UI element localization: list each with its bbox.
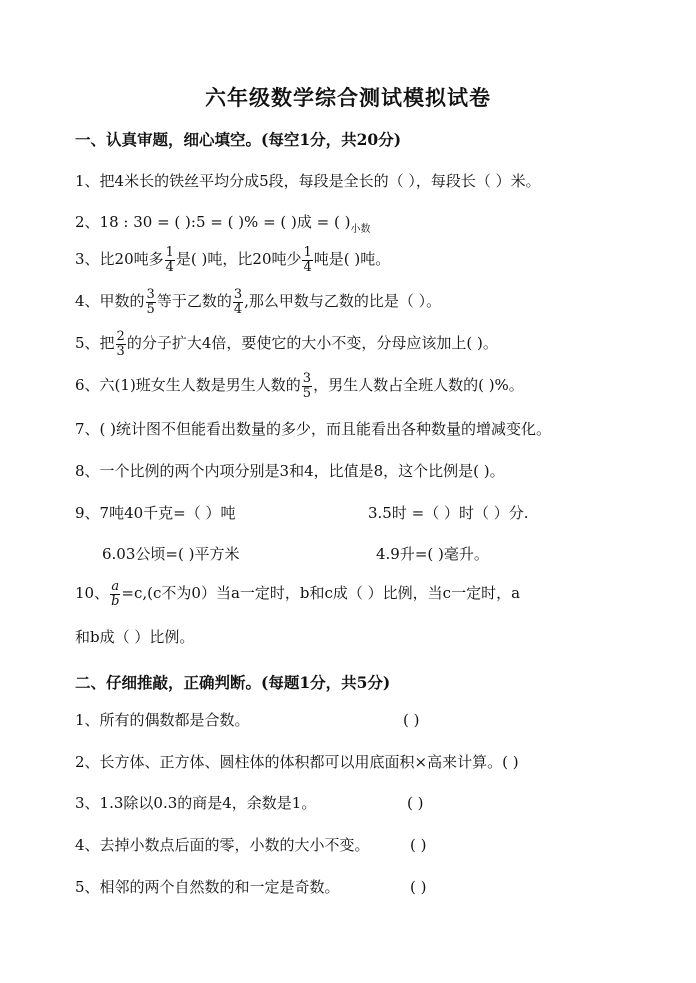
- q5-text-2: 的分子扩大4倍，要使它的大小不变，分母应该加上( )。: [126, 334, 498, 353]
- fraction-denominator: b: [111, 593, 120, 609]
- question-1-2-text: 2、18 : 30 = ( ):5 = ( )% = ( )成 = ( ): [75, 213, 351, 231]
- answer-paren-2-1: ( ): [403, 711, 420, 729]
- page-title: 六年级数学综合测试模拟试卷: [205, 85, 491, 110]
- fraction: [116, 330, 126, 358]
- fraction-numerator: a: [111, 579, 120, 594]
- question-1-8: 8、一个比例的两个内项分别是3和4，比值是8，这个比例是( )。: [75, 462, 505, 480]
- fraction: [165, 246, 175, 274]
- fraction: [233, 288, 243, 316]
- fraction-numerator: 3: [146, 287, 155, 302]
- fraction: [146, 288, 156, 316]
- fraction-numerator: 3: [302, 371, 312, 386]
- question-1-10-continued: 和b成（ ）比例。: [75, 628, 195, 646]
- fraction: [302, 246, 312, 274]
- question-1-4: [75, 288, 441, 316]
- question-1-9d: 4.9升=( )毫升。: [376, 545, 489, 563]
- question-1-7: 7、( )统计图不但能看出数量的多少，而且能看出各种数量的增减变化。: [75, 420, 552, 438]
- q4-text-2: 等于乙数的: [156, 292, 232, 311]
- q4-text-3: ,那么甲数与乙数的比是（ ）。: [244, 292, 442, 311]
- question-2-2: 2、长方体、正方体、圆柱体的体积都可以用底面积×高来计算。( ): [75, 753, 519, 771]
- question-1-2-subscript: 小数: [350, 224, 371, 235]
- q3-text-1: 3、比20吨多: [75, 250, 164, 269]
- fraction-denominator: 3: [116, 343, 125, 359]
- question-2-4: 4、去掉小数点后面的零，小数的大小不变。: [75, 836, 370, 854]
- answer-paren-2-3: ( ): [407, 794, 424, 812]
- q4-text-1: 4、甲数的: [75, 292, 145, 311]
- question-1-9a: 9、7吨40千克=（ ）吨: [75, 504, 236, 522]
- question-1-9b: 3.5时 =（ ）时（ ）分.: [368, 504, 529, 522]
- question-2-1: 1、所有的偶数都是合数。: [75, 711, 250, 729]
- fraction: [110, 580, 120, 608]
- question-1-2: [75, 215, 370, 235]
- fraction-numerator: 1: [165, 245, 174, 260]
- fraction: [302, 372, 312, 400]
- answer-paren-2-5: ( ): [410, 878, 427, 896]
- q10-text-1: 10、: [75, 584, 110, 603]
- fraction-denominator: 5: [302, 385, 312, 401]
- q10-text-2: =c,(c不为0）当a一定时，b和c成（ ）比例，当c一定时，a: [121, 584, 521, 603]
- q5-text-1: 5、把: [75, 334, 115, 353]
- answer-paren-2-4: ( ): [410, 836, 427, 854]
- q3-text-3: 吨是( )吨。: [313, 250, 391, 269]
- fraction-denominator: 4: [303, 259, 312, 275]
- fraction-numerator: 2: [116, 329, 125, 344]
- q6-text-2: ，男生人数占全班人数的( )%。: [313, 376, 524, 395]
- question-1-6: [75, 372, 524, 400]
- question-1-10: [75, 580, 520, 608]
- question-1-1: 1、把4米长的铁丝平均分成5段，每段是全长的（ ），每段长（ ）米。: [75, 172, 541, 190]
- fraction-numerator: 3: [233, 287, 243, 302]
- question-1-5: [75, 330, 498, 358]
- question-2-3: 3、1.3除以0.3的商是4，余数是1。: [75, 794, 317, 812]
- question-1-9c: 6.03公顷=( )平方米: [102, 545, 240, 563]
- fraction-denominator: 4: [233, 301, 243, 317]
- fraction-denominator: 5: [146, 301, 155, 317]
- fraction-denominator: 4: [165, 259, 174, 275]
- fraction-numerator: 1: [303, 245, 312, 260]
- q3-text-2: 是( )吨，比20吨少: [175, 250, 302, 269]
- q6-text-1: 6、六(1)班女生人数是男生人数的: [75, 376, 301, 395]
- question-1-3: [75, 246, 390, 274]
- section-2-heading: 二、仔细推敲，正确判断。(每题1分，共5分): [75, 673, 391, 692]
- section-1-heading: 一、认真审题，细心填空。(每空1分，共20分): [75, 130, 402, 149]
- question-2-5: 5、相邻的两个自然数的和一定是奇数。: [75, 878, 340, 896]
